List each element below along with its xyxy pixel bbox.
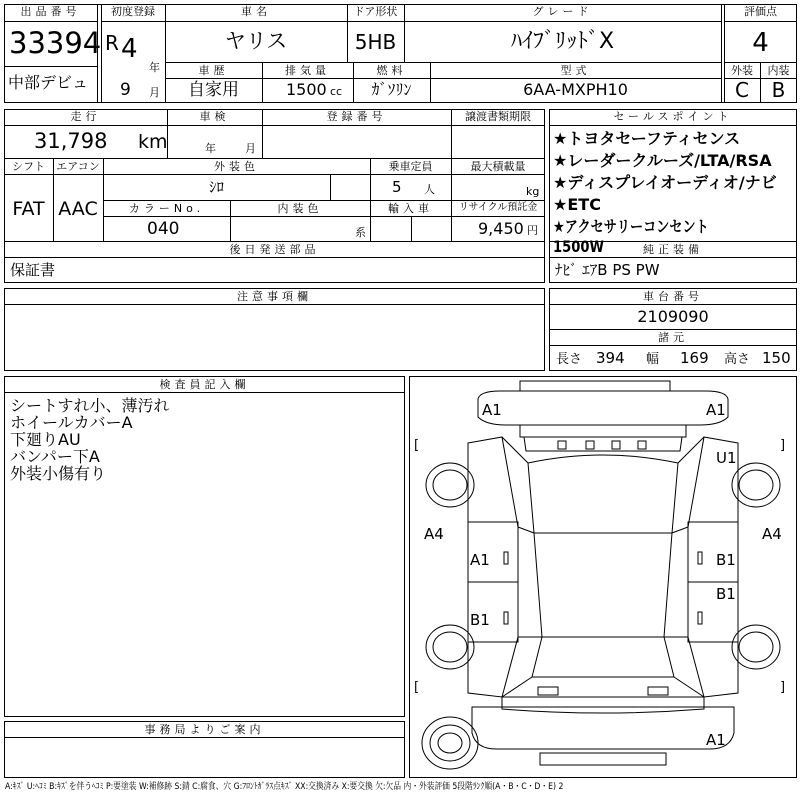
inspector-comment-5: 外装小傷有り [10, 464, 107, 483]
aircon-label: エアコン [56, 160, 100, 173]
grade: ﾊｲﾌﾞﾘｯﾄﾞX [510, 29, 615, 54]
damage-mark-left-front-door: A1 [470, 551, 490, 569]
car-name-label: 車名 [241, 5, 271, 18]
lot-number: 33394 [9, 26, 102, 60]
sales-point-4: ★ETC [553, 195, 601, 214]
mileage: 31,798 [34, 129, 108, 153]
color-number: 040 [147, 219, 180, 239]
interior-color-label: 内装色 [277, 202, 323, 215]
later-parts-label: 後日発送部品 [229, 243, 320, 256]
damage-mark-front-right: A1 [706, 401, 726, 419]
equipment: ﾅﾋﾞ ｴｱB PS PW [555, 261, 660, 279]
damage-mark-right-rear-door: B1 [716, 585, 736, 603]
exterior-color: ｼﾛ [208, 178, 224, 196]
month-unit: 月 [149, 86, 160, 99]
bracket-front-right: ] [780, 438, 786, 453]
bracket-front-left: [ [414, 438, 420, 453]
damage-mark-left-side: A4 [424, 525, 444, 543]
displacement: 1500 [286, 80, 327, 99]
length-label: 長さ [556, 352, 583, 367]
car-diagram [409, 376, 797, 778]
inspection-year-unit: 年 [205, 142, 216, 155]
inspection-label: 車検 [199, 110, 230, 123]
registration-month: 9 [120, 80, 131, 100]
lot-number-label: 出品番号 [20, 5, 81, 18]
sales-point-1: ★トヨタセーフティセンス [553, 129, 741, 148]
first-registration-label: 初度登録 [111, 5, 155, 18]
model: 6AA-MXPH10 [523, 80, 628, 99]
chassis-number: 2109090 [637, 307, 709, 326]
max-load-unit: kg [526, 185, 540, 198]
inspector-comment-4: バンパー下A [10, 447, 100, 466]
length: 394 [596, 349, 625, 367]
sales-point-2: ★レーダークルーズ/LTA/RSA [553, 151, 772, 170]
sales-point-5-text: ★アクセサリーコンセント1500W [553, 217, 709, 256]
shift: FAT [12, 198, 45, 220]
exterior-color-label: 外装色 [214, 160, 259, 173]
width: 169 [680, 349, 709, 367]
damage-mark-right-side: A4 [762, 525, 782, 543]
era-letter: R [105, 31, 119, 55]
displacement-label: 排気量 [285, 64, 330, 77]
recycle-deposit-label-text: リサイクル預託金 [458, 202, 538, 213]
car-outline-drawing [410, 377, 796, 777]
car-name: ヤリス [224, 29, 288, 53]
recycle-deposit: 9,450 [478, 219, 524, 238]
history-label: 車歴 [198, 64, 229, 77]
grade-label: グレード [532, 5, 593, 18]
damage-mark-front-left: A1 [482, 401, 502, 419]
aircon: AAC [58, 198, 98, 220]
interior-grade: B [771, 78, 786, 102]
sales-points-label: セールスポイント [613, 110, 733, 123]
inspector-comment-2: ホイールカバーA [10, 413, 133, 432]
chassis-number-label: 車台番号 [643, 290, 703, 303]
later-parts: 保証書 [10, 261, 56, 279]
history: 自家用 [188, 80, 239, 100]
max-load-label: 最大積載量 [470, 160, 526, 173]
notes-label: 注意事項欄 [237, 290, 312, 303]
recycle-unit: 円 [527, 224, 538, 237]
score: 4 [752, 28, 769, 58]
damage-mark-right-front-door: B1 [716, 551, 736, 569]
legend-text: A:ｷｽﾞ U:ﾍｺﾐ B:ｷｽﾞを伴うﾍｺﾐ P:要塗装 W:補修跡 S:錆 C:腐食、穴 G:ﾌﾛﾝﾄｶﾞﾗｽ点ｷｽﾞ XX:交換済み X:要交換 欠:欠品 内・外装評価 5段階ﾗﾝｸ順(A・B・C・D・E) 2 [5, 782, 564, 792]
auction-venue: 中部デビュ [8, 73, 89, 92]
mileage-label: 走行 [70, 110, 101, 123]
exterior-grade-label: 外装 [731, 64, 753, 77]
bracket-rear-right: ] [780, 680, 786, 695]
damage-mark-right-fender: U1 [716, 449, 737, 467]
import-car-label: 輸入車 [388, 202, 433, 215]
bracket-rear-left: [ [414, 680, 420, 695]
plate-number-label: 登録番号 [326, 110, 387, 123]
damage-mark-rear: A1 [706, 731, 726, 749]
dimensions-label: 諸元 [658, 331, 688, 344]
legend [5, 783, 654, 792]
door-type-label: ドア形状 [353, 5, 398, 18]
capacity-unit: 人 [424, 183, 435, 196]
inspection-month-unit: 月 [245, 142, 256, 155]
interior-color-unit: 系 [355, 226, 366, 239]
shift-label: シフト [12, 160, 45, 173]
fuel: ｶﾞｿﾘﾝ [371, 80, 412, 99]
height-label: 高さ [724, 352, 751, 367]
inspector-label: 検査員記入欄 [159, 378, 250, 391]
office-notice-label: 事務局よりご案内 [144, 723, 265, 736]
width-label: 幅 [646, 352, 660, 367]
height: 150 [762, 349, 791, 367]
inspector-comment-3: 下廻りAU [10, 430, 81, 449]
sales-point-3: ★ディスプレイオーディオ/ナビ [553, 173, 777, 192]
model-label: 型式 [560, 64, 591, 77]
recycle-deposit-label [451, 203, 545, 213]
color-number-label: カラーNo. [128, 202, 205, 215]
mileage-unit: km [138, 131, 168, 153]
exterior-grade: C [735, 78, 749, 102]
score-label: 評価点 [744, 5, 777, 18]
damage-mark-left-rear-door: B1 [470, 611, 490, 629]
year-unit: 年 [149, 61, 160, 74]
capacity: 5 [392, 178, 402, 196]
door-type: 5HB [354, 30, 397, 54]
displacement-unit: cc [330, 85, 343, 98]
capacity-label: 乗車定員 [388, 160, 433, 173]
fuel-label: 燃料 [376, 64, 407, 77]
equipment-label: 純正装備 [643, 243, 703, 256]
interior-grade-label: 内装 [767, 64, 790, 77]
transfer-deadline-label: 譲渡書類期限 [465, 110, 531, 123]
inspector-comment-1: シートすれ小、薄汚れ [10, 396, 170, 415]
registration-year: 4 [121, 34, 138, 64]
